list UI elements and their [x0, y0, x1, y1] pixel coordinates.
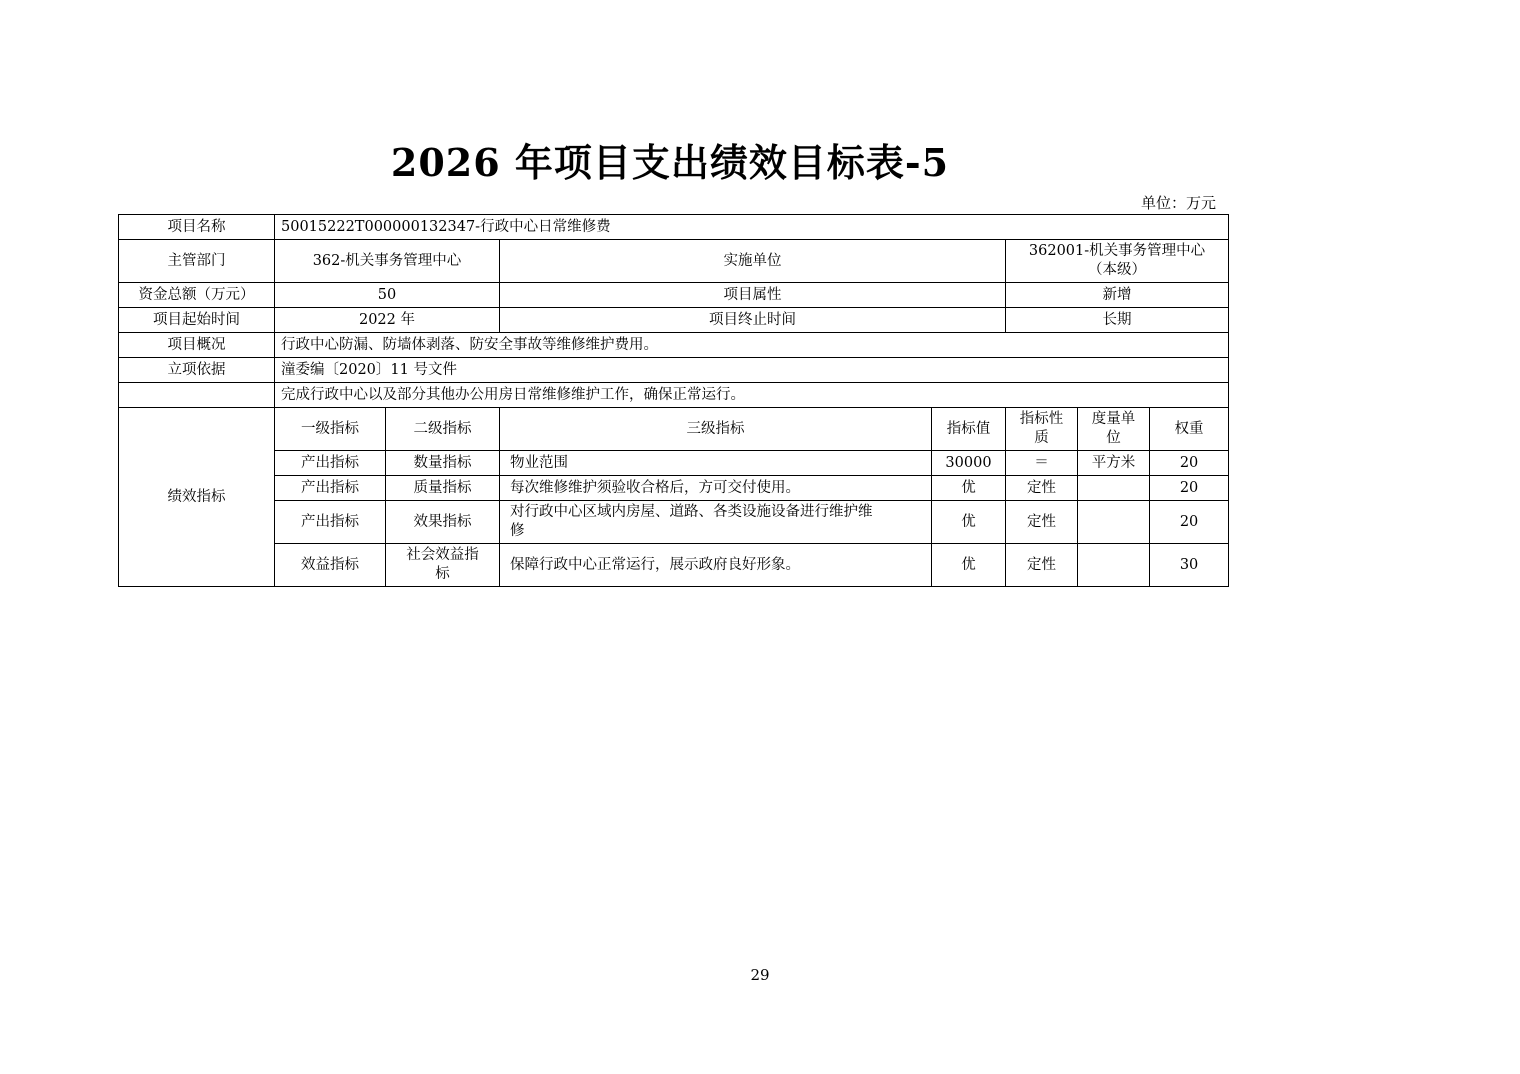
level3-line1: 对行政中心区域内房屋、道路、各类设施设备进行维护维: [510, 504, 873, 520]
row-fund: [119, 283, 1229, 308]
weight-cell: 20: [1150, 501, 1229, 544]
unit-cell: [1078, 501, 1150, 544]
level2-cell: [386, 476, 500, 501]
header-unit: [1078, 408, 1150, 451]
start-value: 2022 年: [275, 308, 500, 333]
level3-cell: [500, 501, 932, 544]
nature-cell: 定性: [1006, 501, 1078, 544]
value-cell: 优: [932, 544, 1006, 587]
weight-cell: 20: [1150, 476, 1229, 501]
level2-line1: 效果指标: [413, 513, 472, 530]
level3-line2: 修: [510, 523, 525, 539]
header-value: 指标值: [932, 408, 1006, 451]
overview-label: 项目概况: [119, 333, 275, 358]
unit-cell: [1078, 544, 1150, 587]
end-label: 项目终止时间: [500, 308, 1006, 333]
unit-cell: [1078, 476, 1150, 501]
dept-label: 主管部门: [119, 240, 275, 283]
indicator-row: [119, 476, 1229, 501]
nature-cell: 定性: [1006, 476, 1078, 501]
indicators-section-label: 绩效指标: [119, 408, 275, 587]
unit-label: 单位：万元: [1140, 194, 1216, 212]
impl-value-line2: （本级）: [1088, 262, 1147, 278]
nature-cell: 定性: [1006, 544, 1078, 587]
attr-value: 新增: [1006, 283, 1229, 308]
level2-line1: 质量指标: [413, 479, 472, 496]
header-unit-line1: 度量单: [1091, 411, 1136, 427]
fund-value: 50: [275, 283, 500, 308]
level3-cell: [500, 544, 932, 587]
header-nature-line2: 质: [1034, 430, 1049, 446]
attr-label: 项目属性: [500, 283, 1006, 308]
header-nature: [1006, 408, 1078, 451]
overview-value: 行政中心防漏、防墙体剥落、防安全事故等维修维护费用。: [275, 333, 1229, 358]
indicator-row: [119, 451, 1229, 476]
end-value: 长期: [1006, 308, 1229, 333]
level3-line1: 物业范围: [510, 454, 568, 471]
header-level1: 一级指标: [275, 408, 386, 451]
row-basis: [119, 358, 1229, 383]
goal-value: 完成行政中心以及部分其他办公用房日常维修维护工作，确保正常运行。: [275, 383, 1229, 408]
dept-value: 362-机关事务管理中心: [275, 240, 500, 283]
row-goal: [119, 383, 1229, 408]
level3-cell: [500, 451, 932, 476]
start-label: 项目起始时间: [119, 308, 275, 333]
header-level2: 二级指标: [386, 408, 500, 451]
row-department: [119, 240, 1229, 283]
impl-value-line1: 362001-机关事务管理中心: [1028, 243, 1206, 259]
level2-line1: 社会效益指: [406, 547, 479, 563]
level2-cell: [386, 501, 500, 544]
indicator-header-row: [119, 408, 1229, 451]
level2-cell: [386, 451, 500, 476]
level2-line1: 数量指标: [413, 454, 472, 471]
level2-line2: 标: [435, 566, 450, 582]
weight-cell: 30: [1150, 544, 1229, 587]
row-period: [119, 308, 1229, 333]
unit-cell: 平方米: [1078, 451, 1150, 476]
level1-cell: 产出指标: [275, 451, 386, 476]
indicator-row: [119, 544, 1229, 587]
header-unit-line2: 位: [1106, 430, 1121, 446]
level3-line1: 每次维修维护须验收合格后，方可交付使用。: [510, 479, 800, 496]
basis-label: 立项依据: [119, 358, 275, 383]
performance-table: [118, 214, 1229, 587]
level2-cell: [386, 544, 500, 587]
row-overview: [119, 333, 1229, 358]
impl-value: [1006, 240, 1229, 283]
value-cell: 30000: [932, 451, 1006, 476]
header-level3: 三级指标: [500, 408, 932, 451]
level1-cell: 产出指标: [275, 501, 386, 544]
level1-cell: 效益指标: [275, 544, 386, 587]
value-cell: 优: [932, 501, 1006, 544]
value-cell: 优: [932, 476, 1006, 501]
level1-cell: 产出指标: [275, 476, 386, 501]
weight-cell: 20: [1150, 451, 1229, 476]
level3-line1: 保障行政中心正常运行，展示政府良好形象。: [510, 556, 800, 573]
goal-label: [119, 383, 275, 408]
impl-label: 实施单位: [500, 240, 1006, 283]
header-nature-line1: 指标性: [1019, 411, 1064, 427]
page-title: 2026 年项目支出绩效目标表-5: [390, 140, 950, 185]
indicator-row: [119, 501, 1229, 544]
project-name-label: 项目名称: [119, 215, 275, 240]
row-project-name: [119, 215, 1229, 240]
level3-cell: [500, 476, 932, 501]
project-name-value: 50015222T000000132347-行政中心日常维修费: [275, 215, 1229, 240]
header-weight: 权重: [1150, 408, 1229, 451]
basis-value: 潼委编〔2020〕11 号文件: [275, 358, 1229, 383]
fund-label: 资金总额（万元）: [119, 283, 275, 308]
page-number: 29: [750, 966, 770, 984]
nature-cell: ＝: [1006, 451, 1078, 476]
